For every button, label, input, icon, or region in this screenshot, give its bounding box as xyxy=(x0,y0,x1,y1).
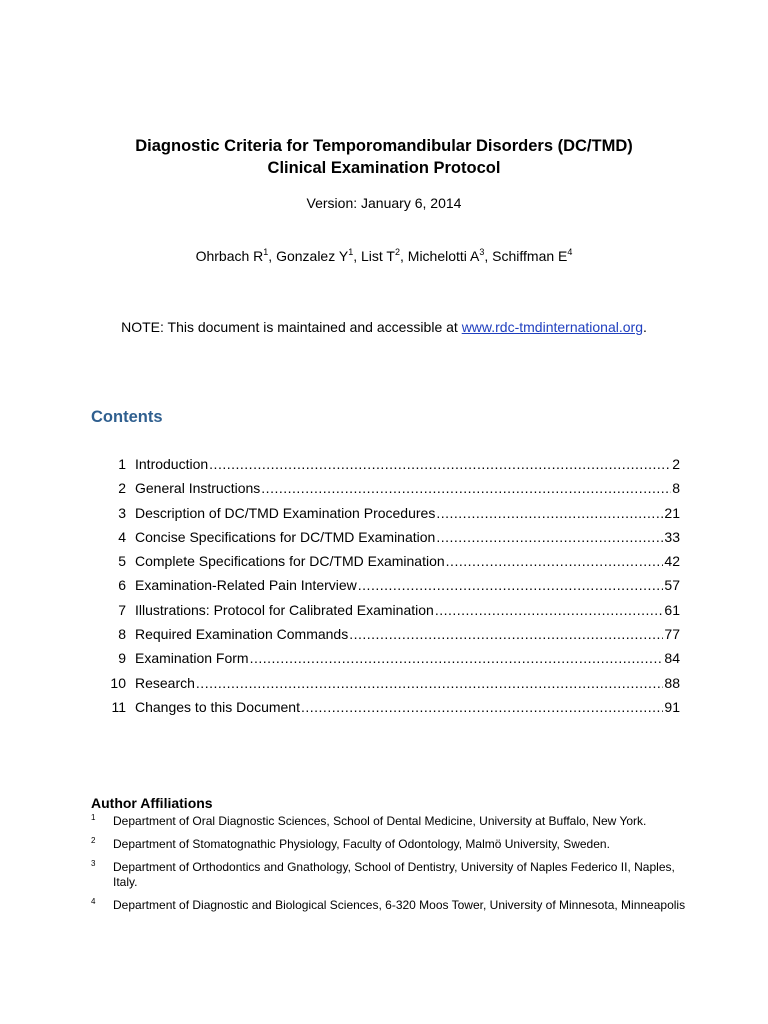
note-prefix: NOTE: This document is maintained and accessible at xyxy=(121,319,462,335)
toc-dot-leader xyxy=(261,479,671,497)
version-date: Version: January 6, 2014 xyxy=(306,195,462,211)
author-affiliation-marker: 4 xyxy=(567,247,573,257)
affiliation-number: 4 xyxy=(91,897,96,906)
toc-entry-title: Changes to this Document xyxy=(135,698,300,715)
affiliation-text: Department of Stomatognathic Physiology, Faculty of Odontology, Malmö University, Sweden. xyxy=(113,837,610,851)
toc-entry-number: 9 xyxy=(118,650,126,667)
author-name: Schiffman E xyxy=(492,248,568,264)
affiliation-number: 1 xyxy=(91,813,96,822)
toc-entry-title: Complete Specifications for DC/TMD Examination xyxy=(135,553,445,570)
toc-entry-title: Description of DC/TMD Examination Procedures xyxy=(135,504,436,521)
toc-entry-number: 11 xyxy=(111,698,126,715)
toc-entry-number: 10 xyxy=(110,674,126,691)
affiliations-heading: Author Affiliations xyxy=(91,795,213,811)
affiliation-item xyxy=(91,837,691,852)
author-separator: , xyxy=(484,248,493,264)
table-of-contents xyxy=(91,455,680,722)
toc-dot-leader xyxy=(301,698,663,716)
toc-dot-leader xyxy=(196,674,664,692)
author-name: Gonzalez Y xyxy=(276,248,349,264)
affiliation-item xyxy=(91,898,691,913)
toc-entry-page: 84 xyxy=(664,650,680,667)
toc-entry-number: 2 xyxy=(118,480,126,497)
toc-dot-leader xyxy=(209,455,671,473)
toc-entry-number: 8 xyxy=(118,626,126,643)
author-affiliation-marker: 2 xyxy=(394,247,400,257)
toc-entry-page: 91 xyxy=(664,698,680,715)
author-name: List T xyxy=(361,248,395,264)
contents-heading: Contents xyxy=(91,408,163,426)
toc-entry-title: Concise Specifications for DC/TMD Examination xyxy=(135,528,436,545)
toc-entry-page: 88 xyxy=(664,674,680,691)
toc-entry-page: 77 xyxy=(664,626,680,643)
toc-entry-title: Illustrations: Protocol for Calibrated Examination xyxy=(135,601,434,618)
toc-entry[interactable] xyxy=(91,576,680,600)
toc-dot-leader xyxy=(446,552,664,570)
author-affiliation-marker: 1 xyxy=(263,247,269,257)
toc-entry[interactable] xyxy=(91,455,680,479)
toc-entry-number: 3 xyxy=(118,504,126,521)
toc-entry-number: 6 xyxy=(118,577,126,594)
website-link[interactable]: www.rdc-tmdinternational.org xyxy=(461,319,643,335)
toc-entry-page: 61 xyxy=(664,601,680,618)
toc-entry[interactable] xyxy=(91,674,680,698)
toc-dot-leader xyxy=(436,504,663,522)
toc-entry-title: Examination Form xyxy=(135,650,249,667)
toc-entry-page: 42 xyxy=(664,553,680,570)
toc-dot-leader xyxy=(435,601,664,619)
toc-entry-number: 4 xyxy=(118,528,126,545)
toc-entry-title: General Instructions xyxy=(135,480,261,497)
toc-entry-title: Introduction xyxy=(135,456,209,472)
affiliation-number: 3 xyxy=(91,859,96,868)
toc-entry-title: Research xyxy=(135,674,195,691)
document-title-line1: Diagnostic Criteria for Temporomandibular Disorders (DC/TMD) xyxy=(135,137,633,155)
author-separator: , xyxy=(353,248,361,264)
toc-entry[interactable] xyxy=(91,649,680,673)
toc-entry-title: Examination-Related Pain Interview xyxy=(135,577,357,594)
toc-entry-number: 1 xyxy=(118,456,126,472)
document-title-line2: Clinical Examination Protocol xyxy=(267,159,501,177)
toc-dot-leader xyxy=(250,649,664,667)
toc-entry-page: 57 xyxy=(664,577,680,594)
author-separator: , xyxy=(268,248,277,264)
affiliation-text: Department of Diagnostic and Biological Sciences, 6-320 Moos Tower, University of Minnesota, Minneapolis xyxy=(113,898,686,912)
toc-entry[interactable] xyxy=(91,601,680,625)
toc-entry-number: 5 xyxy=(118,553,126,570)
toc-entry-page: 33 xyxy=(664,528,680,545)
toc-dot-leader xyxy=(358,576,664,594)
affiliation-item xyxy=(91,860,691,890)
author-separator: , xyxy=(400,248,408,264)
toc-entry[interactable] xyxy=(91,504,680,528)
toc-entry[interactable] xyxy=(91,479,680,503)
toc-entry-page: 21 xyxy=(664,504,680,521)
note-suffix: . xyxy=(642,319,647,335)
author-affiliation-marker: 3 xyxy=(479,247,485,257)
toc-entry-page: 8 xyxy=(672,480,680,497)
affiliation-number: 2 xyxy=(91,836,96,845)
affiliation-item xyxy=(91,814,691,829)
affiliations-list xyxy=(91,814,691,913)
toc-entry[interactable] xyxy=(91,528,680,552)
affiliation-text: Department of Orthodontics and Gnathology, School of Dentistry, University of Naples Federico II, Naples, Italy. xyxy=(113,860,675,889)
affiliation-text: Department of Oral Diagnostic Sciences, School of Dental Medicine, University at Buffalo, New York. xyxy=(113,814,647,828)
maintenance-note xyxy=(0,318,768,336)
toc-entry[interactable] xyxy=(91,698,680,722)
toc-entry[interactable] xyxy=(91,552,680,576)
author-list xyxy=(0,246,768,266)
author-affiliation-marker: 1 xyxy=(348,247,354,257)
toc-dot-leader xyxy=(349,625,663,643)
toc-entry-number: 7 xyxy=(118,601,126,618)
toc-entry-title: Required Examination Commands xyxy=(135,626,349,643)
author-name: Ohrbach R xyxy=(195,248,264,264)
toc-dot-leader xyxy=(436,528,663,546)
toc-entry[interactable] xyxy=(91,625,680,649)
author-name: Michelotti A xyxy=(407,248,480,264)
toc-entry-page: 2 xyxy=(672,456,680,472)
